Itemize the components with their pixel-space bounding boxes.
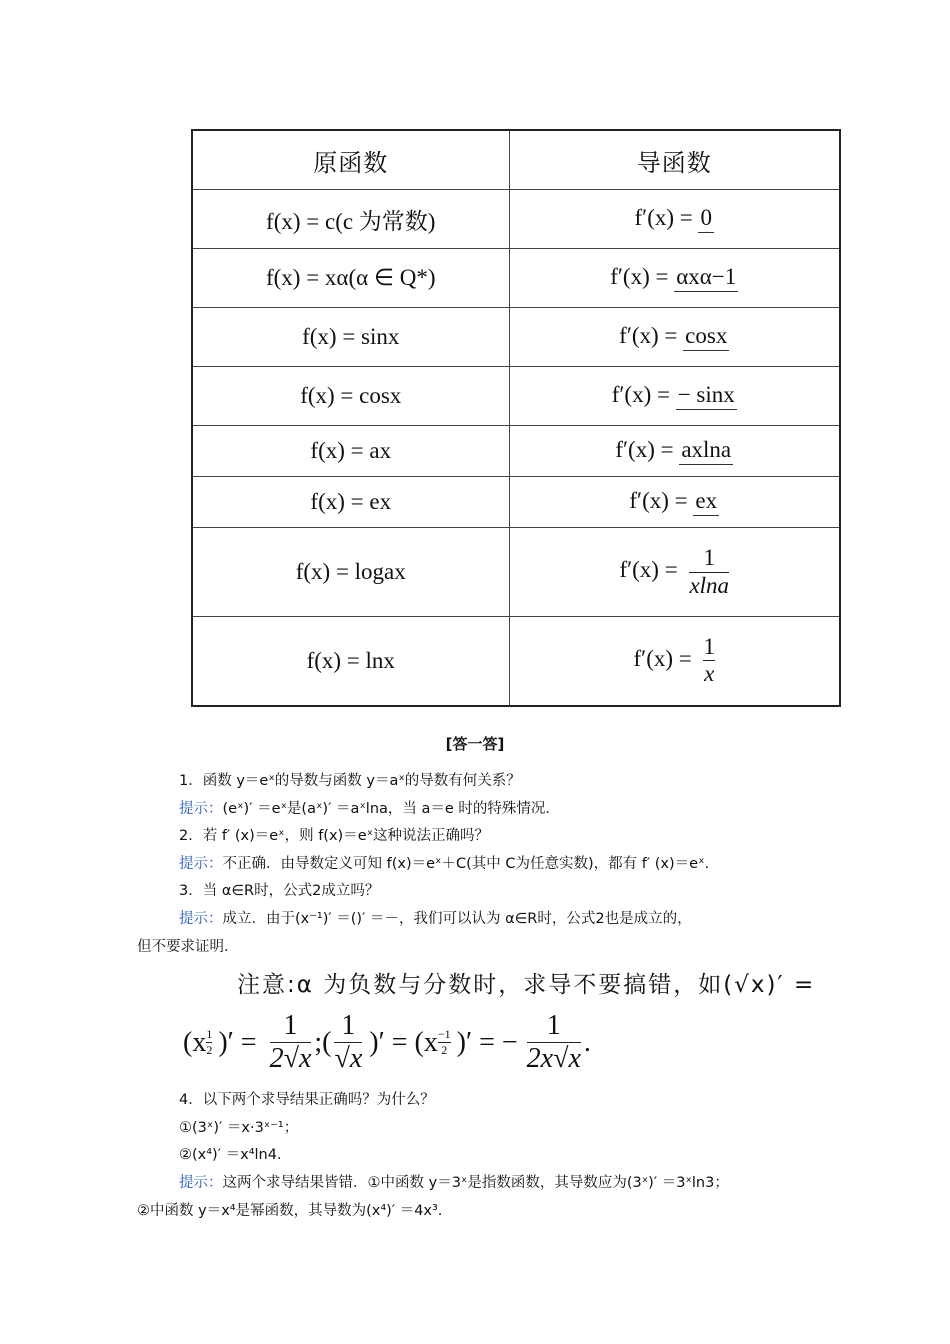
table-row	[192, 249, 840, 308]
question-4: 4．以下两个求导结果正确吗？为什么？	[179, 1092, 435, 1108]
answer-3-continued: 但不要求证明．	[137, 939, 239, 955]
table-row	[192, 528, 840, 617]
note-formula	[183, 1010, 591, 1075]
derivative-prefix: f′(x) =	[633, 646, 698, 672]
derivative-prefix: f′(x) =	[629, 488, 694, 514]
derivative-cell	[509, 477, 840, 528]
derivative-answer: αxα−1	[674, 264, 738, 291]
note-text: ;(	[314, 1026, 332, 1058]
question-4-item-1: ①(3ˣ)′ ＝x·3ˣ⁻¹；	[179, 1120, 299, 1136]
answer-1	[179, 799, 560, 819]
hint-label: 提示：	[179, 1175, 223, 1191]
exponent-sign: −	[437, 1027, 445, 1042]
question-3: 3．当 α∈R时，公式2成立吗？	[179, 883, 380, 899]
derivative-answer: − sinx	[676, 382, 737, 409]
hint-label: 提示：	[179, 911, 223, 927]
fraction-denominator: xlna	[689, 572, 730, 598]
derivative-cell	[509, 617, 840, 706]
fraction-denominator: 2√x	[269, 1043, 312, 1075]
derivative-prefix: f′(x) =	[619, 557, 684, 583]
note-text: )′ = (x	[369, 1026, 438, 1058]
question-1: 1．函数 y＝eˣ的导数与函数 y＝aˣ的导数有何关系？	[179, 773, 521, 789]
original-function-cell: f(x) = xα(α ∈ Q*)	[192, 249, 509, 308]
exponent-numerator	[438, 1027, 451, 1042]
exponent-numerator: 1	[206, 1027, 213, 1042]
hint-label: 提示：	[179, 801, 223, 817]
exponent-denominator: 2	[441, 1043, 448, 1058]
answer-4	[179, 1173, 729, 1193]
derivative-formula-table	[191, 129, 841, 707]
answer-2	[179, 854, 709, 874]
qa-section-title: [答一答]	[445, 735, 505, 753]
question-4-item-2: ②(x⁴)′ ＝x⁴ln4.	[179, 1147, 282, 1163]
hint-label: 提示：	[179, 856, 223, 872]
table-row	[192, 308, 840, 367]
derivative-prefix: f′(x) =	[611, 382, 676, 408]
table-row	[192, 367, 840, 426]
table-row	[192, 617, 840, 706]
answer-text: 这两个求导结果皆错．①中函数 y＝3ˣ是指数函数，其导数应为(3ˣ)′ ＝3ˣln3；	[222, 1175, 729, 1191]
original-function-cell: f(x) = cosx	[192, 367, 509, 426]
fraction-numerator: 1	[283, 1010, 298, 1041]
derivative-cell	[509, 426, 840, 477]
answer-3	[179, 909, 692, 929]
header-original-function: 原函数	[192, 130, 509, 190]
note-text: )′ = −	[456, 1026, 518, 1058]
original-function-cell: f(x) = ex	[192, 477, 509, 528]
fraction-one-over-2-root-x	[270, 1010, 312, 1075]
original-function-cell: f(x) = logax	[192, 528, 509, 617]
answer-text: 不正确．由导数定义可知 f(x)＝eˣ＋C(其中 C为任意实数)，都有 f′ (x)＝eˣ.	[222, 856, 710, 872]
answer-4-continued: ②中函数 y＝x⁴是幂函数，其导数为(x⁴)′ ＝4x³.	[137, 1203, 443, 1219]
fraction-numerator: 1	[703, 633, 715, 659]
exponent-fraction	[438, 1027, 451, 1058]
derivative-cell	[509, 528, 840, 617]
derivative-cell	[509, 308, 840, 367]
exponent-fraction	[206, 1027, 212, 1058]
exponent-denominator: 2	[206, 1043, 213, 1058]
derivative-answer: 0	[698, 205, 714, 232]
derivative-prefix: f′(x) =	[610, 264, 675, 290]
derivative-answer: axlna	[679, 437, 733, 464]
original-function-cell: f(x) = c(c 为常数)	[192, 190, 509, 249]
derivative-fraction	[689, 545, 729, 599]
fraction-denominator: 2x√x	[526, 1043, 581, 1075]
table-row	[192, 190, 840, 249]
derivative-prefix: f′(x) =	[619, 323, 684, 349]
table-row	[192, 426, 840, 477]
note-line: 注意:α 为负数与分数时，求导不要搞错，如(√x)′ =	[237, 972, 816, 998]
derivative-answer: cosx	[683, 323, 729, 350]
fraction-numerator: 1	[546, 1010, 561, 1041]
derivative-cell	[509, 249, 840, 308]
question-2: 2．若 f′ (x)＝eˣ，则 f(x)＝eˣ这种说法正确吗？	[179, 828, 490, 844]
derivative-prefix: f′(x) =	[634, 205, 699, 231]
fraction-one-over-2x-root-x	[527, 1010, 581, 1075]
answer-text: (eˣ)′ ＝eˣ是(aˣ)′ ＝aˣlna，当 a＝e 时的特殊情况．	[222, 801, 560, 817]
exponent-numerator-value: 1	[444, 1027, 451, 1042]
original-function-cell: f(x) = ax	[192, 426, 509, 477]
derivative-fraction	[703, 634, 715, 688]
derivative-prefix: f′(x) =	[615, 437, 680, 463]
fraction-denominator: x	[704, 661, 715, 687]
fraction-numerator: 1	[341, 1010, 356, 1041]
note-text: )′ =	[218, 1026, 257, 1058]
original-function-cell: f(x) = lnx	[192, 617, 509, 706]
fraction-one-over-root-x	[334, 1010, 362, 1075]
table-header-row	[192, 130, 840, 190]
derivative-answer: ex	[693, 488, 719, 515]
derivative-cell	[509, 367, 840, 426]
derivative-cell	[509, 190, 840, 249]
note-text: .	[583, 1026, 591, 1058]
table-row	[192, 477, 840, 528]
answer-text: 成立．由于(x⁻¹)′ ＝()′ ＝－，我们可以认为 α∈R时，公式2也是成立的，	[222, 911, 692, 927]
fraction-denominator: √x	[334, 1043, 363, 1075]
note-text: (x	[183, 1026, 207, 1058]
original-function-cell: f(x) = sinx	[192, 308, 509, 367]
fraction-numerator: 1	[703, 545, 715, 571]
header-derivative-function: 导函数	[509, 130, 840, 190]
